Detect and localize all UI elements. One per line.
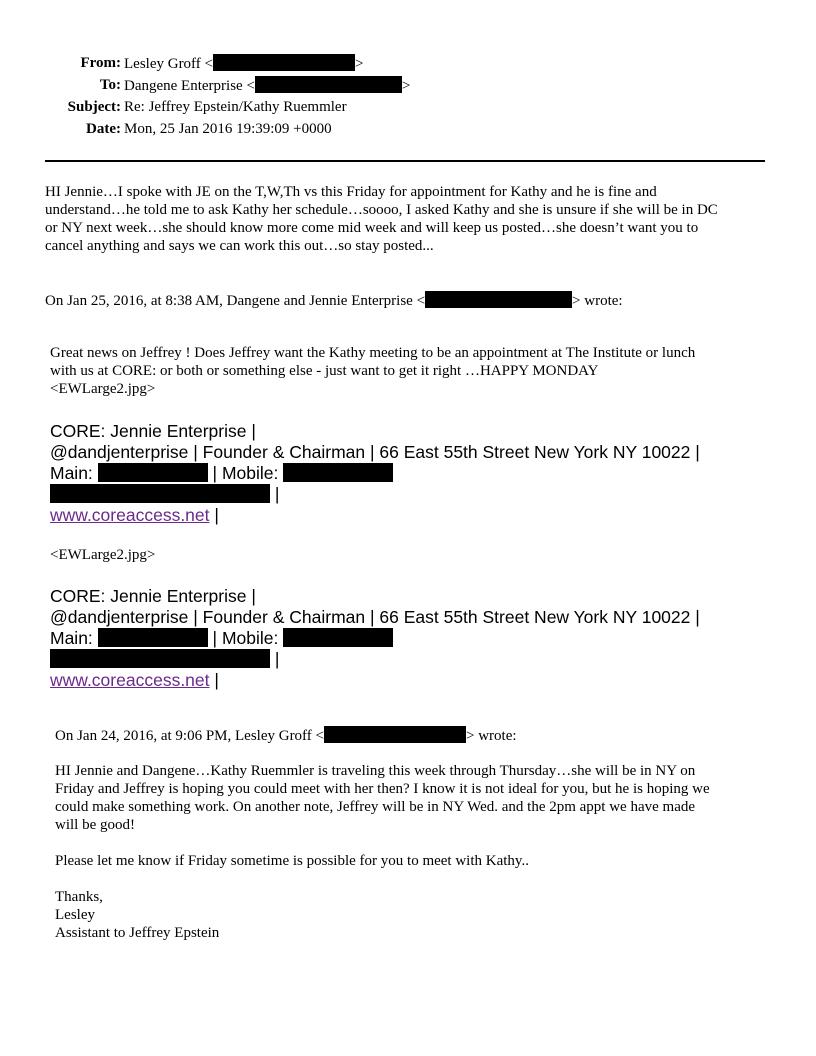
from-name: Lesley Groff < [124,56,213,72]
closing-title: Assistant to Jeffrey Epstein [55,925,220,941]
quote1-body [50,344,790,398]
main-label: Main: [50,628,93,648]
quote2-body [55,762,795,834]
pipe: | [274,484,280,504]
quote2-friday-line: Please let me know if Friday sometime is possible for you to meet with Kathy.. [55,853,529,869]
from-label: From: [80,55,121,71]
quote2-intro [55,726,517,745]
redaction-box [324,726,466,743]
reply-line: cancel anything and says we can work this out…so stay posted... [45,238,434,254]
closing-thanks: Thanks, [55,889,103,905]
from-close: > [355,56,364,72]
subject-value: Re: Jeffrey Epstein/Kathy Ruemmler [124,99,347,115]
signature-line-1: CORE: Jennie Enterprise | [50,586,256,606]
image-attachment-ref: <EWLarge2.jpg> [50,547,156,563]
quote1-line: Great news on Jeffrey ! Does Jeffrey want the Kathy meeting to be an appointment at The Institute or lunch [50,345,696,361]
closing-name: Lesley [55,907,95,923]
signature-phones [50,463,790,484]
reply-line: understand…he told me to ask Kathy her schedule…soooo, I asked Kathy and she is unsure if she will be in DC [45,202,718,218]
reply-line: HI Jennie…I spoke with JE on the T,W,Th vs this Friday for appointment for Kathy and he is fine and [45,184,657,200]
signature-block [50,421,790,526]
quote2-line: could make something work. On another note, Jeffrey will be in NY Wed. and the 2pm appt we have made [55,799,696,815]
reply-line: or NY next week…she should know more come mid week and will keep us posted…she doesn’t want you to [45,220,699,236]
pipe: | [274,649,280,669]
date-label: Date: [86,121,121,137]
redaction-box [50,484,270,503]
from-value [124,54,363,73]
closing-block [55,888,455,942]
signature-redacted-line [50,484,790,505]
signature-block [50,586,790,691]
website-link[interactable]: www.coreaccess.net [50,505,210,525]
pipe: | [214,670,219,690]
website-line [50,670,790,691]
to-name: Dangene Enterprise < [124,78,255,94]
website-link[interactable]: www.coreaccess.net [50,670,210,690]
redaction-box [98,463,208,482]
quote1-intro-suffix: > wrote: [572,293,623,309]
signature-line-2: @dandjenterprise | Founder & Chairman | 66 East 55th Street New York NY 10022 | [50,607,700,627]
image-attachment-ref: <EWLarge2.jpg> [50,381,156,397]
main-label: Main: [50,463,93,483]
quote1-intro [45,291,623,310]
to-label: To: [99,77,121,93]
redaction-box [98,628,208,647]
website-line [50,505,790,526]
redaction-box [50,649,270,668]
redaction-box [213,54,355,71]
date-value: Mon, 25 Jan 2016 19:39:09 +0000 [124,121,332,137]
signature-line-2: @dandjenterprise | Founder & Chairman | 66 East 55th Street New York NY 10022 | [50,442,700,462]
quote2-intro-suffix: > wrote: [466,728,517,744]
quote2-line: HI Jennie and Dangene…Kathy Ruemmler is traveling this week through Thursday…she will be in NY on [55,763,696,779]
quote2-line: Friday and Jeffrey is hoping you could meet with her then? I know it is not ideal for you, but he is hoping we [55,781,710,797]
redaction-box [255,76,402,93]
quote2-intro-prefix: On Jan 24, 2016, at 9:06 PM, Lesley Groff < [55,728,324,744]
signature-line-1: CORE: Jennie Enterprise | [50,421,256,441]
header-divider [45,160,765,162]
redaction-box [425,291,572,308]
quote2-line: will be good! [55,817,135,833]
redaction-box [283,463,393,482]
mobile-label: | Mobile: [212,463,279,483]
mobile-label: | Mobile: [212,628,279,648]
to-close: > [401,78,411,94]
quote1-line: with us at CORE: or both or something else - just want to get it right …HAPPY MONDAY [50,363,599,379]
redaction-box [283,628,393,647]
signature-redacted-line [50,649,790,670]
quote1-intro-prefix: On Jan 25, 2016, at 8:38 AM, Dangene and Jennie Enterprise < [45,293,426,309]
signature-phones [50,628,790,649]
reply-body [45,183,785,255]
pipe: | [214,505,219,525]
subject-label: Subject: [67,99,121,115]
to-value [124,76,410,95]
